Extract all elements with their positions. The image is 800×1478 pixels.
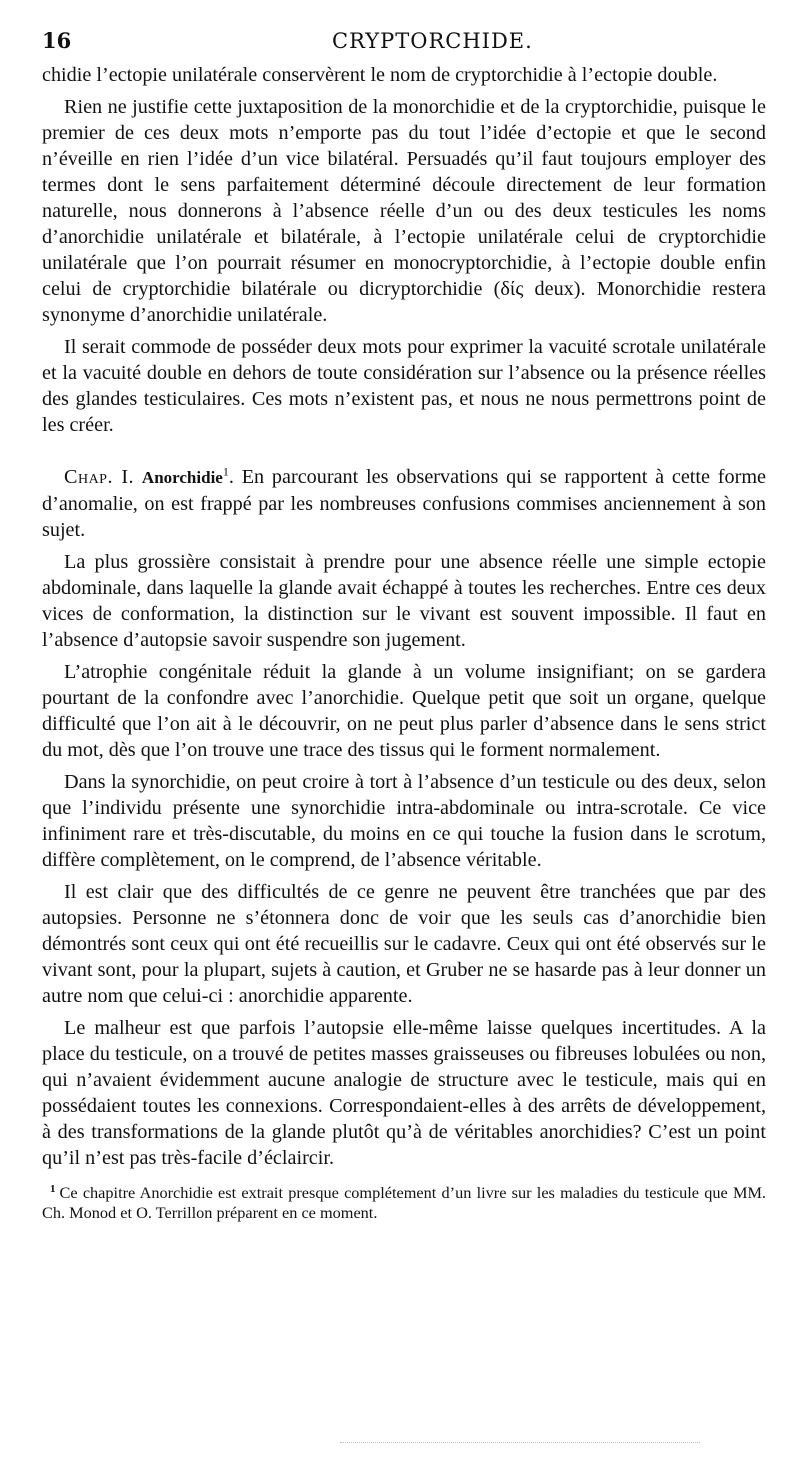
chapter-lead-text: . En parcourant les observations qui se rapportent à cette forme d’anomalie, on est frappé par les nombreuses confusions commises anciennement à son sujet. [42, 466, 766, 541]
footnote-reference: 1 [222, 464, 229, 479]
running-head: CRYPTORCHIDE. [332, 29, 533, 53]
paragraph: Rien ne justifie cette juxtaposition de la monorchidie et de la cryptorchidie, puisque le premier de ces deux mots n’emporte pas du tout l’idée d’ectopie et que le second n’éveille en rien l’idée d’un vice bilatéral. Persuadés qu’il faut toujours employer des termes dont le sens parfaitement déterminé découle directement de leur formation naturelle, nous donnerons à l’absence réelle d’un ou des deux testicules les noms d’anorchidie unilatérale et bilatérale, à l’ectopie unilatérale celui de cryptorchidie unilatérale que l’on pourrait résumer en monocryptorchidie, à l’ectopie double enfin celui de cryptorchidie bilatérale ou dicryptorchidie (δίς deux). Monorchidie restera synonyme d’anorchidie unilatérale. [42, 96, 766, 326]
footnote-text: Ce chapitre Anorchidie est extrait presque complétement d’un livre sur les maladies du testicule que MM. Ch. Monod et O. Terrillon préparent en ce moment. [42, 1183, 766, 1222]
paragraph-continuation: chidie l’ectopie unilatérale conservèrent le nom de cryptorchidie à l’ectopie double. [42, 64, 718, 86]
print-artifact [340, 1442, 700, 1445]
chapter-opening-paragraph [42, 464, 766, 543]
page-number: 16 [42, 28, 72, 53]
footnote-mark: 1 [50, 1182, 56, 1195]
chapter-title: Anorchidie [141, 468, 223, 487]
paragraph: Il serait commode de posséder deux mots pour exprimer la vacuité scrotale unilatérale et la vacuité double en dehors de toute considération sur l’absence ou la présence réelles des glandes testiculaires. Ces mots n’existent pas, et nous ne nous permettrons point de les créer. [42, 336, 766, 436]
paragraph: Il est clair que des difficultés de ce genre ne peuvent être tranchées que par des autopsies. Personne ne s’étonnera donc de voir que les seuls cas d’anorchidie bien démontrés sont ceux qui ont été recueillis sur le cadavre. Ceux qui ont été observés sur le vivant sont, pour la plupart, sujets à caution, et Gruber ne se hasarde pas à leur donner un autre nom que celui-ci : anorchidie apparente. [42, 881, 766, 1007]
body-text [42, 62, 766, 1171]
page-header [42, 28, 766, 54]
paragraph: Dans la synorchidie, on peut croire à tort à l’absence d’un testicule ou des deux, selon que l’individu présente une synorchidie intra-abdominale ou intra-scrotale. Ce vice infiniment rare et très-discutable, du moins en ce qui touche la fusion dans le scrotum, diffère complètement, on le comprend, de l’absence véritable. [42, 771, 766, 871]
paragraph: La plus grossière consistait à prendre pour une absence réelle une simple ectopie abdominale, dans laquelle la glande avait échappé à toutes les recherches. Entre ces deux vices de conformation, la distinction sur le vivant est souvent impossible. Il faut en l’absence d’autopsie savoir suspendre son jugement. [42, 551, 766, 651]
paragraph: L’atrophie congénitale réduit la glande à un volume insignifiant; on se gardera pourtant de la confondre avec l’anorchidie. Quelque petit que soit un organe, quelque difficulté que l’on ait à le découvrir, on ne peut plus parler d’absence dans le sens strict du mot, dès que l’on trouve une trace des tissus qui le forment normalement. [42, 661, 766, 761]
paragraph: Le malheur est que parfois l’autopsie elle-même laisse quelques incertitudes. A la place du testicule, on a trouvé de petites masses graisseuses ou fibreuses lobulées ou non, qui n’avaient évidemment aucune analogie de structure avec le testicule, mais qui en possédaient toutes les connexions. Correspondaient-elles à des arrêts de développement, à des transformations de la glande plutôt qu’à de véritables anorchidies? C’est un point qu’il n’est pas très-facile d’éclaircir. [42, 1017, 766, 1169]
footnote [42, 1183, 766, 1223]
book-page [42, 28, 766, 1223]
chapter-label: Chap. I. [64, 466, 135, 488]
